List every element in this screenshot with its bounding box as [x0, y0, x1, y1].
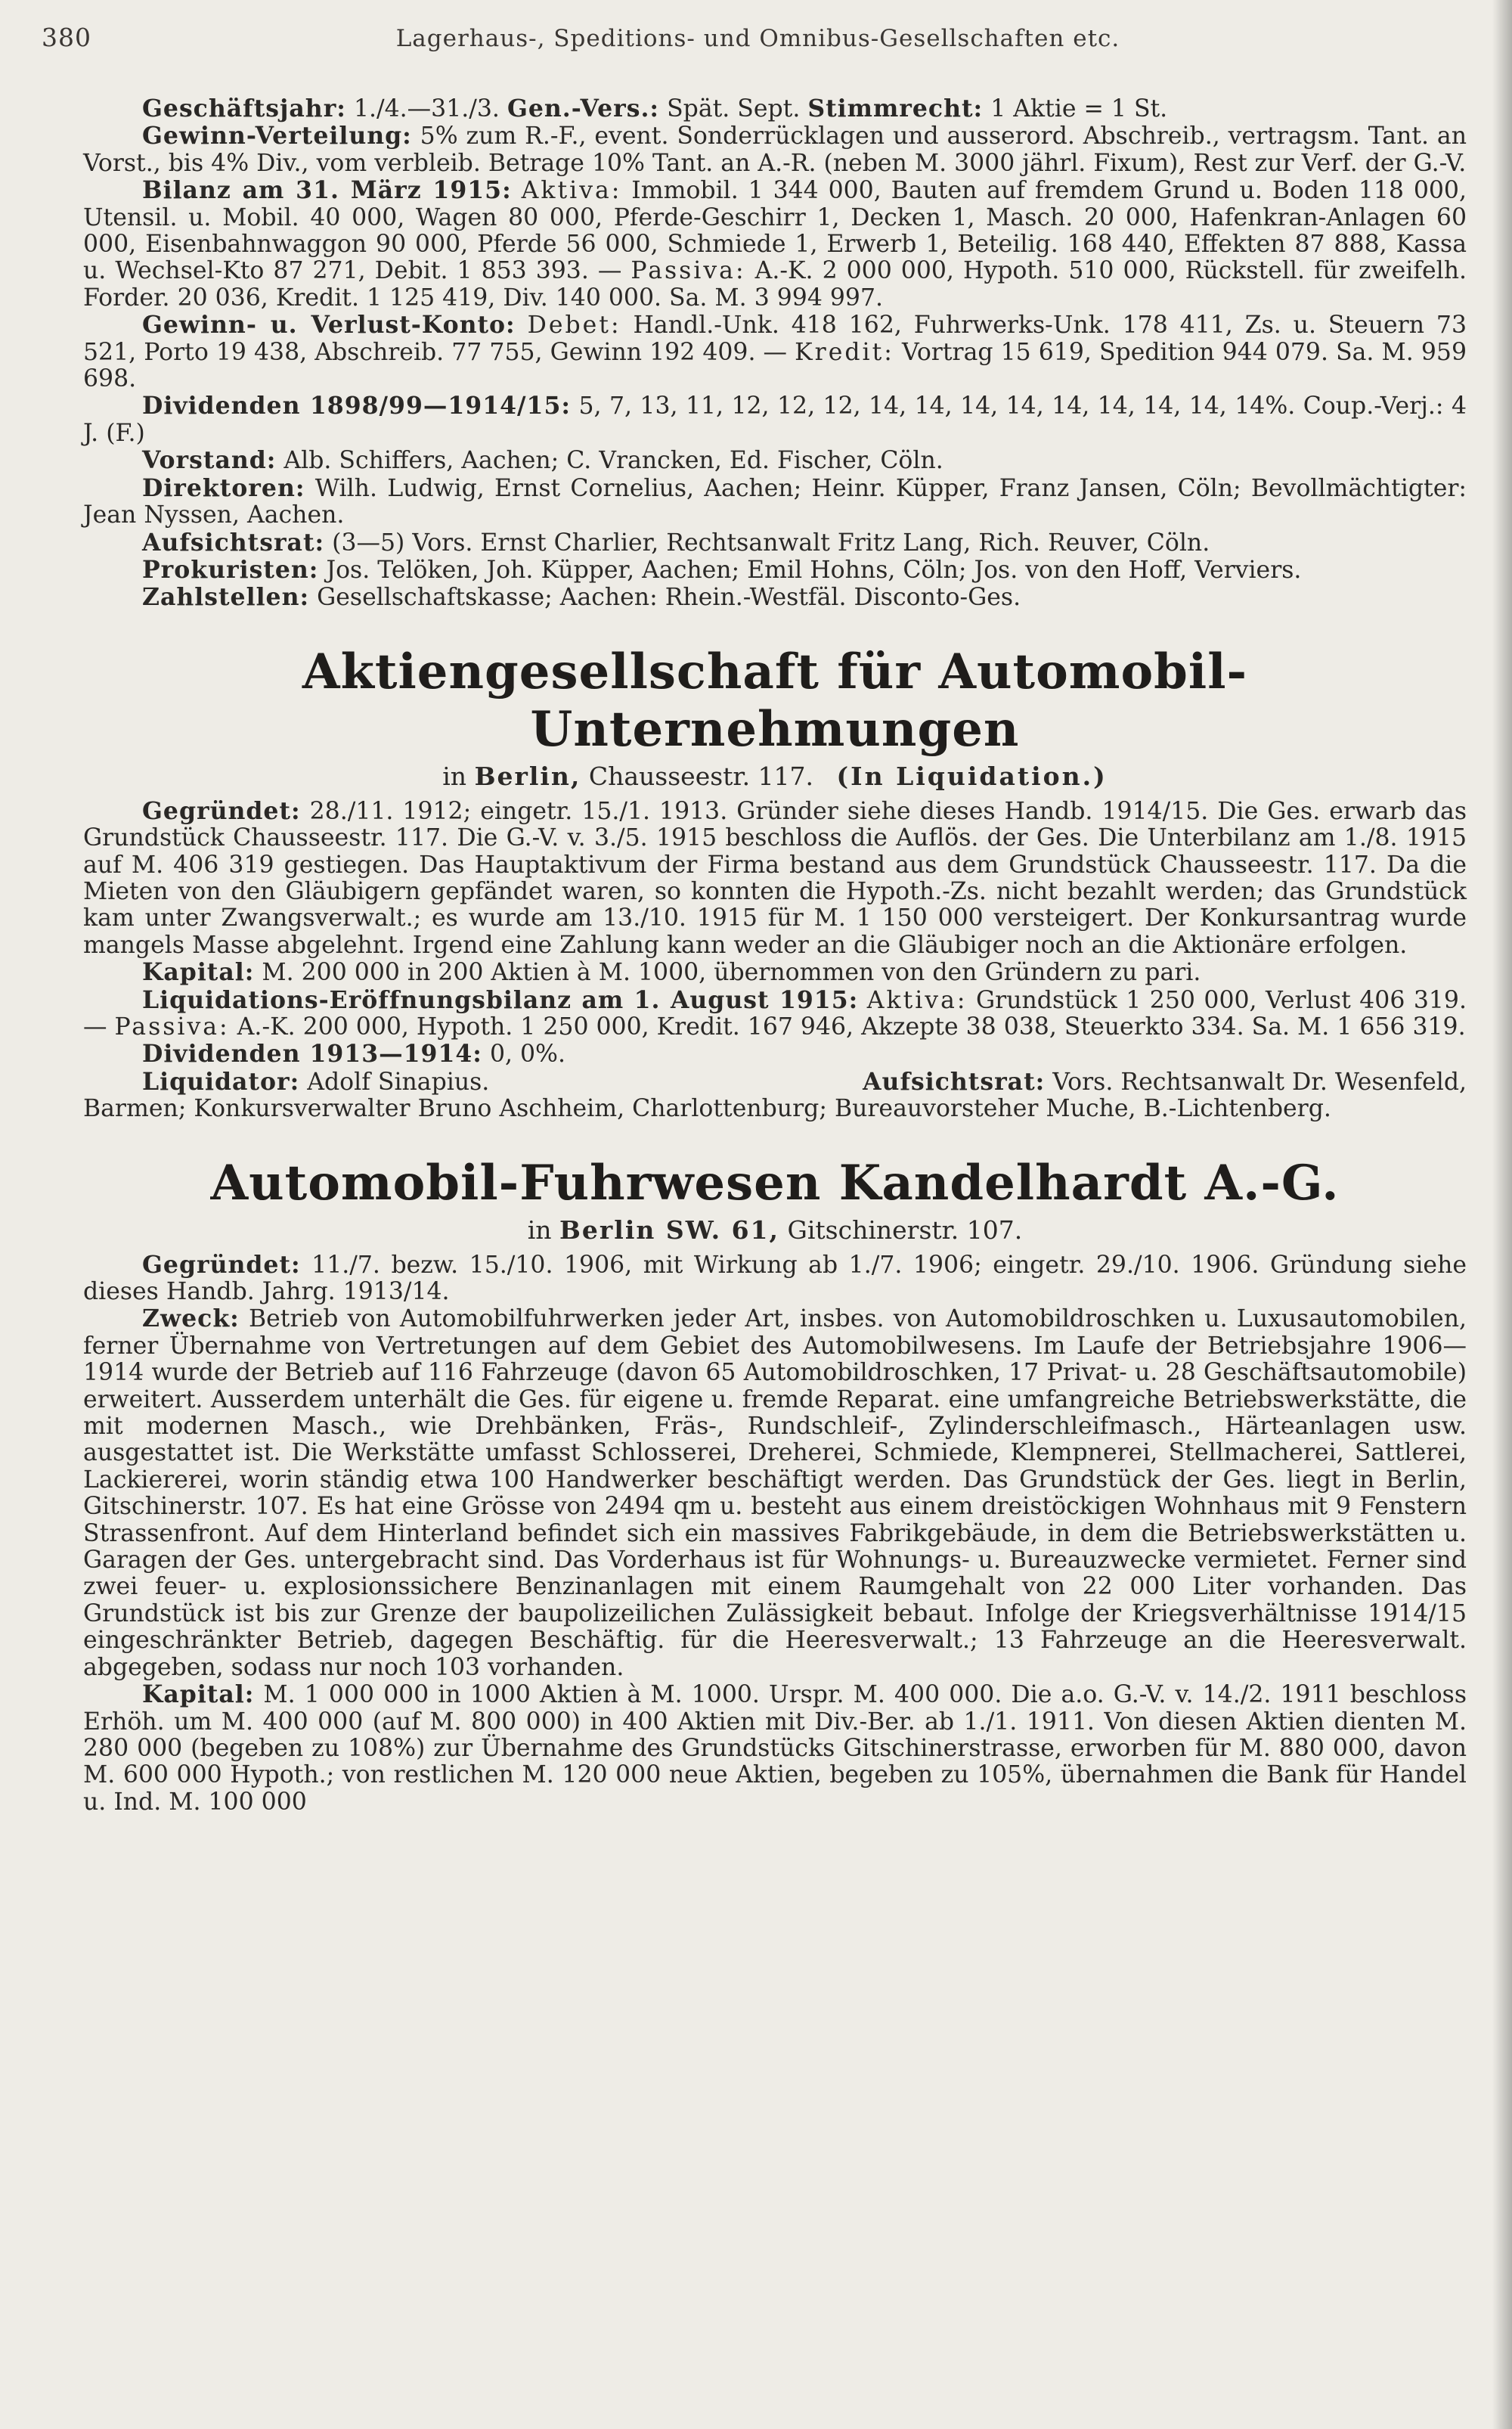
zahlstellen-text: Gesellschaftskasse; Aachen: Rhein.-Westfäl. Disconto-Ges. [309, 584, 1021, 612]
liq-bilanz-label: Liquidations-Eröffnungsbilanz am 1. August 1915: [142, 985, 859, 1014]
running-title: Lagerhaus-, Speditions- und Omnibus-Gesellschaften etc. [395, 25, 1120, 52]
geschaeftsjahr-label: Geschäftsjahr: [142, 95, 346, 123]
zahlstellen-label: Zahlstellen: [142, 583, 310, 612]
aktiva-text: Immobil. 1 344 000, Bauten auf fremdem Grund u. Boden 118 000, Utensil. u. Mobil. 40 000, Wagen 80 000, Pferde-Geschirr 1, Decken 1, Masch. 20 000, Hafenkran-Anlagen 60 000, Eisenbahnwaggon 90 000, Pferde 56 000, Schmiede 1, Erwerb 1, Beteilig. 168 440, Effekten 87 888, Kassa u. Wechsel-Kto 87 271, Debit. 1 853 393. — [83, 177, 1467, 285]
kapital-paragraph [83, 959, 1467, 986]
kapital-label: Kapital: [142, 958, 255, 987]
gegruendet-paragraph [83, 798, 1467, 959]
liquidator-entry [83, 1069, 489, 1096]
aufsichtsrat2-continuation: Barmen; Konkursverwalter Bruno Aschheim, Charlottenburg; Bureauvorsteher Muche, B.-Lichtenberg. [83, 1095, 1331, 1123]
gegruendet-text: 28./11. 1912; eingetr. 15./1. 1913. Gründer siehe dieses Handb. 1914/15. Die Ges. erwarb das Grundstück Chausseestr. 117. Die G.-V. v. 3./5. 1915 beschloss die Auflös. der Ges. Die Unterbilanz am 1./8. 1915 auf M. 406 319 gestiegen. Das Hauptaktivum der Firma bestand aus dem Grundstück Chausseestr. 117. Da die Mieten von den Gläubigern gepfändet waren, so konnten die Hypoth.-Zs. nicht bezahlt werden; das Grundstück kam unter Zwangsverwalt.; es wurde am 13./10. 1915 für M. 1 150 000 versteigert. Der Konkursantrag wurde mangels Masse abgelehnt. Irgend eine Zahlung kann weder an die Gläubiger noch an die Aktionäre erfolgen. [83, 797, 1467, 959]
direktoren-paragraph [83, 475, 1467, 529]
company-title: Automobil-Fuhrwesen Kandelhardt A.-G. [210, 1154, 1340, 1211]
dividenden-paragraph [83, 392, 1467, 447]
company-location [83, 1215, 1467, 1246]
dividenden-label: Dividenden 1898/99—1914/15: [142, 392, 572, 420]
company-city: Berlin SW. 61, [559, 1214, 779, 1245]
company-address: Gitschinerstr. 107. [779, 1214, 1023, 1245]
liq-aktiva-label: Aktiva: [866, 986, 968, 1014]
geschaeftsjahr-paragraph [83, 95, 1467, 123]
company-city: Berlin, [474, 761, 581, 791]
direktoren-text: Wilh. Ludwig, Ernst Cornelius, Aachen; Heinr. Küpper, Franz Jansen, Cöln; Bevollmächtigter: Jean Nyssen, Aachen. [83, 474, 1467, 529]
company-title: Aktiengesellschaft für Automobil-Unternehmungen [302, 643, 1248, 758]
company-automobil-unternehmungen [83, 644, 1467, 1123]
gewinn-verlust-paragraph [83, 312, 1467, 392]
vorstand-paragraph [83, 447, 1467, 474]
gegruendet3-paragraph [83, 1252, 1467, 1306]
prokuristen-paragraph [83, 557, 1467, 584]
kapital3-label: Kapital: [142, 1680, 255, 1709]
liquidation-status: (In Liquidation.) [836, 761, 1108, 791]
liq-passiva-label: Passiva: [114, 1013, 230, 1041]
debet-label: Debet: [527, 312, 621, 340]
kredit-text: Vortrag 15 619, Spedition 944 079. Sa. M. 959 698. [83, 338, 1467, 393]
running-head [42, 23, 1467, 76]
dividenden-text: 5, 7, 13, 11, 12, 12, 12, 14, 14, 14, 14, 14, 14, 14, 14, 14%. Coup.-Verj.: 4 J. (F.) [83, 392, 1467, 447]
prokuristen-label: Prokuristen: [142, 555, 319, 584]
kredit-label: Kredit: [795, 338, 894, 366]
company-location [83, 762, 1467, 792]
gegruendet3-label: Gegründet: [142, 1250, 301, 1279]
debet-text: Handl.-Unk. 418 162, Fuhrwerks-Unk. 178 411, Zs. u. Steuern 73 521, Porto 19 438, Abschreib. 77 755, Gewinn 192 409. — [83, 312, 1467, 366]
zweck-label: Zweck: [142, 1304, 240, 1333]
gen-vers-label: Gen.-Vers.: [507, 95, 660, 123]
liq-aktiva-text: Grundstück 1 250 000, Verlust 406 319. — [83, 986, 1467, 1041]
stimmrecht-text: 1 Aktie = 1 St. [983, 95, 1168, 123]
prokuristen-text: Jos. Telöken, Joh. Küpper, Aachen; Emil Hohns, Cöln; Jos. von den Hoff, Verviers. [318, 556, 1302, 584]
zweck-text: Betrieb von Automobilfuhrwerken jeder Art, insbes. von Automobildroschken u. Luxusautomobilen, ferner Übernahme von Vertretungen auf dem Gebiet des Automobilwesens. Im Laufe der Betriebsjahre 1906—1914 wurde der Betrieb auf 116 Fahrzeuge (davon 65 Automobildroschken, 17 Privat- u. 28 Geschäftsautomobile) erweitert. Ausserdem unterhält die Ges. für eigene u. fremde Reparat. eine umfangreiche Betriebswerkstätte, die mit modernen Masch., wie Drehbänken, Fräs-, Rundschleif-, Zylinderschleifmasch., Härteanlagen usw. ausgestattet ist. Die Werkstätte umfasst Schlosserei, Dreherei, Schmiede, Klempnerei, Stellmacherei, Sattlerei, Lackiererei, worin ständig etwa 100 Handwerker beschäftigt werden. Das Grundstück der Ges. liegt in Berlin, Gitschinerstr. 107. Es hat eine Grösse von 2494 qm u. besteht aus einem dreistöckigen Wohnhaus mit 9 Fenstern Strassenfront. Auf dem Hinterland befindet sich ein massives Fabrikgebäude, in dem die Betriebswerkstätten u. Garagen der Ges. untergebracht sind. Das Vorderhaus ist für Wohnungs- u. Bureauzwecke vermietet. Ferner sind zwei feuer- u. explosionssichere Benzinanlagen mit einem Raumgehalt von 22 000 Liter vorhanden. Das Grundstück ist bis zur Grenze der baupolizeilichen Zulässigkeit bebaut. Infolge der Kriegsverhältnisse 1914/15 eingeschränkter Betrieb, dagegen Beschäftig. für die Heeresverwalt.; 13 Fahrzeuge an die Heeresverwalt. abgegeben, sodass nur noch 103 vorhanden. [83, 1305, 1467, 1681]
direktoren-label: Direktoren: [142, 473, 305, 502]
aufsichtsrat-text: (3—5) Vors. Ernst Charlier, Rechtsanwalt Fritz Lang, Rich. Reuver, Cöln. [324, 529, 1210, 557]
company-address: Chausseestr. 117. [581, 761, 822, 791]
liquidator-label: Liquidator: [142, 1067, 300, 1096]
dividenden2-paragraph [83, 1041, 1467, 1068]
aktiva-label: Aktiva: [521, 177, 622, 205]
vorstand-label: Vorstand: [142, 446, 277, 475]
stimmrecht-label: Stimmrecht: [807, 95, 984, 123]
aufsichtsrat2-label: Aufsichtsrat: [863, 1067, 1046, 1096]
kapital3-paragraph [83, 1681, 1467, 1816]
gewinnverteilung-text: 5% zum R.-F., event. Sonderrücklagen und ausserord. Abschreib., vertragsm. Tant. an Vorst., bis 4% Div., vom verbleib. Betrage 10% Tant. an A.-R. (neben M. 3000 jährl. Fixum), Rest zur Verf. der G.-V. [83, 123, 1467, 177]
vorstand-text: Alb. Schiffers, Aachen; C. Vrancken, Ed. Fischer, Cöln. [276, 447, 943, 475]
gegruendet-label: Gegründet: [142, 796, 301, 825]
location-prefix: in [442, 761, 475, 791]
previous-company-section [83, 95, 1467, 612]
kapital3-text: M. 1 000 000 in 1000 Aktien à M. 1000. Urspr. M. 400 000. Die a.o. G.-V. v. 14./2. 1911 beschloss Erhöh. um M. 400 000 (auf M. 800 000) in 400 Aktien mit Div.-Ber. ab 1./1. 1911. Von diesen Aktien dienten M. 280 000 (begeben zu 108%) zur Übernahme des Grundstücks Gitschinerstrasse, erworben für M. 880 000, davon M. 600 000 Hypoth.; von restlichen M. 120 000 neue Aktien, begeben zu 105%, übernahmen die Bank für Handel u. Ind. M. 100 000 [83, 1681, 1467, 1816]
passiva-text: A.-K. 2 000 000, Hypoth. 510 000, Rückstell. für zweifelh. Forder. 20 036, Kredit. 1 125 419, Div. 140 000. Sa. M. 3 994 997. [83, 257, 1467, 312]
gen-vers-text: Spät. Sept. [659, 95, 808, 123]
gewinnverteilung-paragraph [83, 123, 1467, 177]
dividenden2-label: Dividenden 1913—1914: [142, 1040, 482, 1069]
page-number: 380 [42, 23, 91, 52]
liquidator-aufsichtsrat-line [83, 1069, 1467, 1096]
kapital-text: M. 200 000 in 200 Aktien à M. 1000, übernommen von den Gründern zu pari. [254, 959, 1201, 987]
bilanz-label: Bilanz am 31. März 1915: [142, 176, 512, 205]
bilanz-paragraph [83, 177, 1467, 312]
aufsichtsrat-paragraph [83, 529, 1467, 557]
zahlstellen-paragraph [83, 584, 1467, 611]
aufsichtsrat2-text-first: Vors. Rechtsanwalt Dr. Wesenfeld, [1045, 1068, 1467, 1096]
company-kandelhardt [83, 1155, 1467, 1816]
liq-passiva-text: A.-K. 200 000, Hypoth. 1 250 000, Kredit. 167 946, Akzepte 38 038, Steuerkto 334. Sa. M. 1 656 319. [229, 1013, 1466, 1041]
gewinnverteilung-label: Gewinn-Verteilung: [142, 122, 412, 150]
passiva-label: Passiva: [631, 257, 746, 285]
geschaeftsjahr-text: 1./4.—31./3. [345, 95, 507, 123]
binding-shadow [1492, 0, 1512, 2429]
location-prefix: in [527, 1214, 560, 1245]
dividenden2-text: 0, 0%. [482, 1041, 566, 1069]
liq-bilanz-paragraph [83, 987, 1467, 1041]
aufsichtsrat2-entry [863, 1069, 1467, 1096]
gegruendet3-text: 11./7. bezw. 15./10. 1906, mit Wirkung ab 1./7. 1906; eingetr. 29./10. 1906. Gründung siehe dieses Handb. Jahrg. 1913/14. [83, 1251, 1467, 1305]
liquidator-text: Adolf Sinapius. [299, 1068, 490, 1096]
aufsichtsrat-label: Aufsichtsrat: [142, 528, 325, 557]
zweck-paragraph [83, 1305, 1467, 1681]
gewinn-verlust-label: Gewinn- u. Verlust-Konto: [142, 311, 516, 340]
